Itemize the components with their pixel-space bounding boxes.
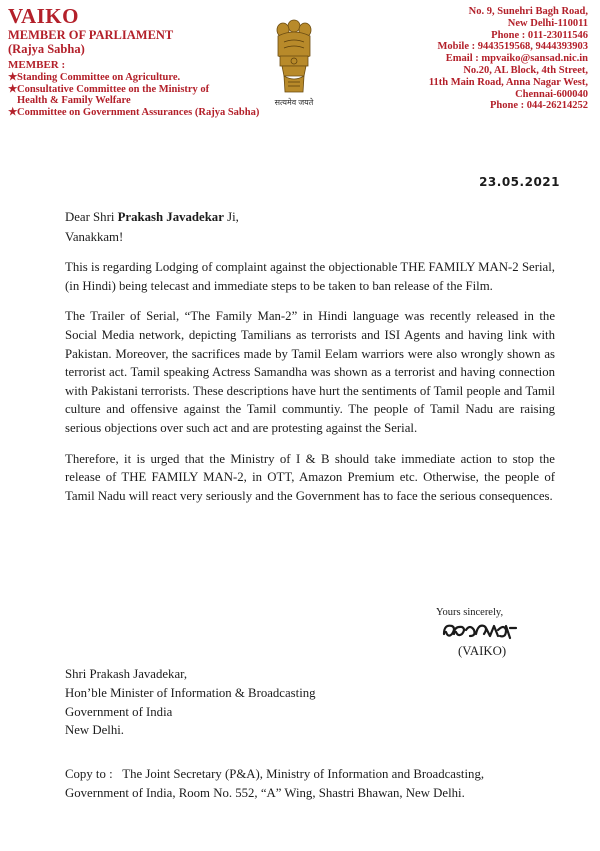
committee-item: ★ Standing Committee on Agriculture. (8, 72, 181, 83)
sender-house: (Rajya Sabha) (8, 42, 85, 56)
signatory-name: (VAIKO) (458, 644, 507, 658)
address-line: New Delhi. (65, 723, 124, 738)
copy-to-label: Copy to : (65, 767, 113, 781)
star-bullet-icon: ★ (8, 106, 18, 118)
letterhead-contact (328, 6, 588, 112)
sender-name: VAIKO (8, 4, 79, 28)
star-bullet-icon: ★ (8, 83, 18, 95)
sender-title: MEMBER OF PARLIAMENT (8, 28, 174, 42)
handwritten-signature (440, 620, 520, 642)
star-bullet-icon: ★ (8, 72, 18, 83)
letter-body (65, 208, 555, 505)
contact-line: Email : mpvaiko@sansad.nic.in (445, 53, 588, 65)
paragraph-3: Therefore, it is urged that the Ministry of I & B should take immediate action to stop the release of THE FAMILY MAN-2, in OTT, Amazon Premium etc. Otherwise, the people of Tamil Nadu will react very seriously and the Government has to face the serious consequences. (65, 451, 555, 503)
address-line: Hon’ble Minister of Information & Broadcasting (65, 685, 316, 700)
contact-line: Phone : 011-23011546 (491, 29, 588, 41)
paragraph-2: The Trailer of Serial, “The Family Man-2” in Hindi language was recently released in the Social Media network, depicting Tamilians as terrorists and ISI Agents and having link with Pakistan. Moreover, the sacrifices made by Tamil Eelam warriors were also wrongly shown as terrorist act. Tamil speaking Actress Samandha was shown as a terrorist and having connection with Pakistani terrorists. These descriptions have hurt the sentiments of Tamil people and Tamil culture and offensive against the Tamil communtiy. The people of Tamil Nadu are raising serious objections over such act and are protesting against the Serial. (65, 309, 555, 435)
contact-line: No. 9, Sunehri Bagh Road, (468, 6, 588, 17)
salutation: Dear Shri Prakash Javadekar Ji, (65, 210, 239, 224)
recipient-address (65, 665, 555, 740)
emblem-motto: सत्यमेव जयते (274, 98, 314, 107)
paragraph-1: This is regarding Lodging of complaint against the objectionable THE FAMILY MAN-2 Serial, (in Hindi) being telecast and immediate steps to be taken to ban release of the Film. (65, 260, 555, 293)
member-label: MEMBER : (8, 59, 66, 71)
contact-line: No.20, AL Block, 4th Street, (463, 64, 588, 76)
committee-item: ★ Consultative Committee on the Ministry of Health & Family Welfare (8, 83, 210, 106)
copy-to (65, 765, 555, 803)
contact-line: 11th Main Road, Anna Nagar West, (428, 76, 588, 88)
committee-item: ★ Committee on Government Assurances (Rajya Sabha) (8, 106, 260, 118)
contact-line: Phone : 044-26214252 (490, 100, 588, 112)
copy-to-line-2: Government of India, Room No. 552, “A” Wing, Shastri Bhawan, New Delhi. (65, 786, 465, 800)
contact-line: Mobile : 9443519568, 9444393903 (437, 41, 588, 53)
address-line: Shri Prakash Javadekar, (65, 667, 188, 681)
contact-line: New Delhi-110011 (507, 17, 588, 29)
greeting: Vanakkam! (65, 229, 124, 244)
signature-block (436, 607, 536, 659)
committee-list (8, 72, 308, 118)
address-line: Government of India (65, 704, 173, 719)
addressee-name: Prakash Javadekar (117, 210, 224, 224)
contact-line: Chennai-600040 (515, 88, 588, 100)
copy-to-line-1: The Joint Secretary (P&A), Ministry of Information and Broadcasting, (122, 767, 485, 781)
national-emblem-icon (270, 16, 318, 96)
letter-date: 23.05.2021 (479, 175, 560, 189)
closing: Yours sincerely, (436, 607, 504, 618)
